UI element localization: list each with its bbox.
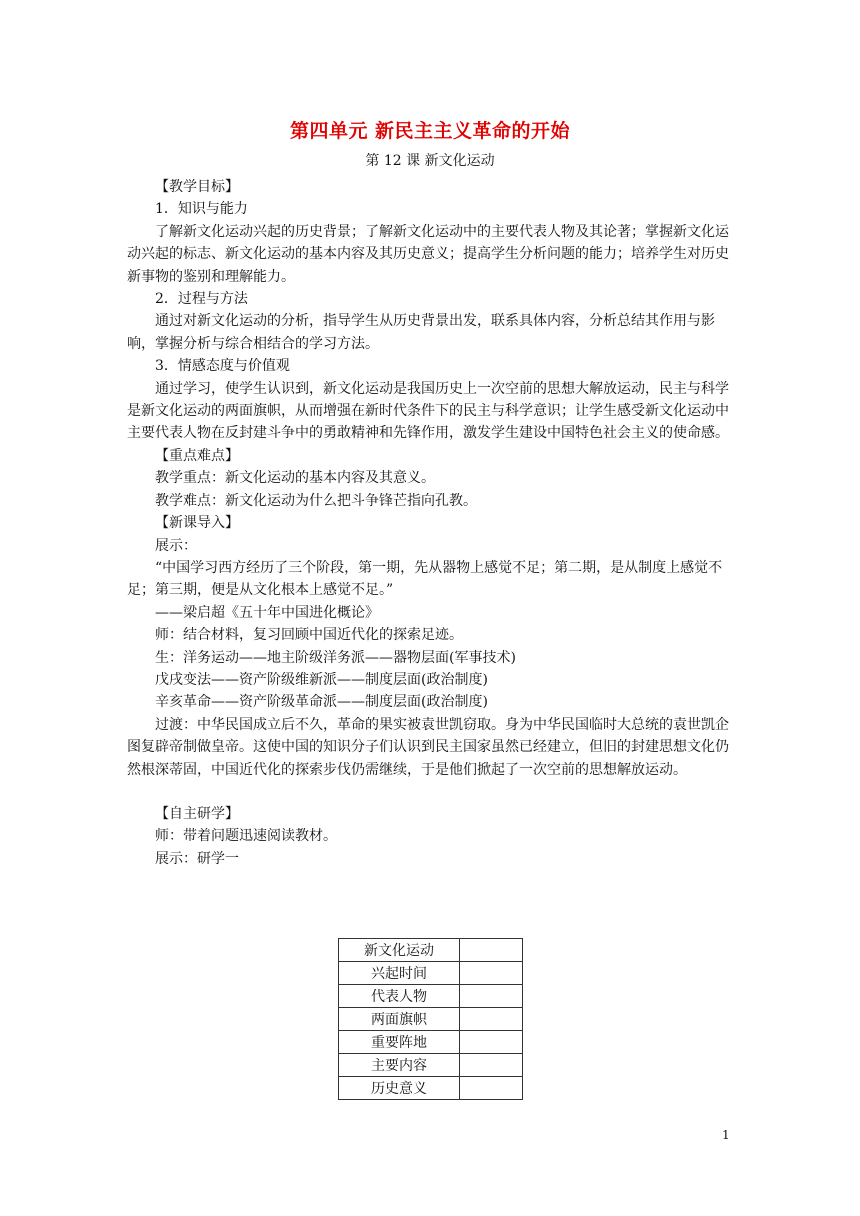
table-cell-blank	[460, 962, 523, 985]
section-heading: 【新课导入】	[155, 515, 239, 532]
table-cell-blank	[460, 1008, 523, 1031]
table-row	[339, 1054, 523, 1077]
table-cell-blank	[460, 1031, 523, 1054]
lesson-title: 第 12 课 新文化运动	[365, 153, 495, 169]
table-cell-label: 两面旗帜	[339, 1008, 460, 1031]
quote-source: ——梁启超《五十年中国进化概论》	[155, 604, 379, 621]
paragraph: 了解新文化运动兴起的历史背景；了解新文化运动中的主要代表人物及其论著；掌握新文化运动兴起的标志、新文化运动的基本内容及其历史意义；提高学生分析问题的能力；培养学生对历史新事物的鉴别和理解能力。	[127, 223, 729, 285]
table-row	[339, 939, 523, 962]
table-cell-blank	[460, 1077, 523, 1100]
subsection-heading: 1．知识与能力	[155, 201, 248, 218]
paragraph: 教学难点：新文化运动为什么把斗争锋芒指向孔教。	[155, 492, 477, 509]
paragraph: 师：结合材料，复习回顾中国近代化的探索足迹。	[155, 627, 463, 644]
section-heading: 【重点难点】	[155, 447, 239, 464]
table-cell-blank	[460, 939, 523, 962]
document-body	[127, 176, 733, 870]
table-cell-label: 历史意义	[339, 1077, 460, 1100]
paragraph: 通过对新文化运动的分析，指导学生从历史背景出发，联系具体内容，分析总结其作用与影响，掌握分析与综合相结合的学习方法。	[127, 313, 715, 352]
table-cell-blank	[460, 985, 523, 1008]
blank-line	[127, 781, 733, 803]
unit-title: 第四单元 新民主主义革命的开始	[289, 120, 571, 142]
table-row	[339, 1077, 523, 1100]
section-heading: 【教学目标】	[155, 179, 239, 195]
study-table	[338, 938, 523, 1100]
paragraph: 教学重点：新文化运动的基本内容及其意义。	[155, 470, 435, 487]
paragraph: 展示：研学一	[155, 850, 239, 867]
table-row	[339, 962, 523, 985]
paragraph: 辛亥革命——资产阶级革命派——制度层面(政治制度)	[155, 694, 488, 711]
paragraph: 通过学习，使学生认识到，新文化运动是我国历史上一次空前的思想大解放运动，民主与科学是新文化运动的两面旗帜，从而增强在新时代条件下的民主与科学意识；让学生感受新文化运动中主要代表人物在反封建斗争中的勇敢精神和先锋作用，激发学生建设中国特色社会主义的使命感。	[127, 380, 729, 442]
section-heading: 【自主研学】	[155, 805, 239, 822]
table-cell-label: 重要阵地	[339, 1031, 460, 1054]
paragraph: 展示：	[155, 537, 197, 554]
table-cell-blank	[460, 1054, 523, 1077]
table-cell-label: 代表人物	[339, 985, 460, 1008]
subsection-heading: 3．情感态度与价值观	[155, 358, 290, 375]
table-row	[339, 1008, 523, 1031]
table-cell-label: 主要内容	[339, 1054, 460, 1077]
paragraph: 师：带着问题迅速阅读教材。	[155, 828, 337, 845]
subsection-heading: 2．过程与方法	[155, 291, 248, 308]
table-cell-label: 新文化运动	[339, 939, 460, 962]
table-cell-label: 兴起时间	[339, 962, 460, 985]
page-number: 1	[722, 1128, 730, 1142]
table-row	[339, 985, 523, 1008]
table-row	[339, 1031, 523, 1054]
paragraph: 过渡：中华民国成立后不久，革命的果实被袁世凯窃取。身为中华民国临时大总统的袁世凯企图复辟帝制做皇帝。这使中国的知识分子们认识到民主国家虽然已经建立，但旧的封建思想文化仍然根深蒂固，中国近代化的探索步伐仍需继续，于是他们掀起了一次空前的思想解放运动。	[127, 716, 729, 778]
quote: “中国学习西方经历了三个阶段，第一期，先从器物上感觉不足；第二期，是从制度上感觉不足；第三期，便是从文化根本上感觉不足。”	[127, 559, 723, 599]
paragraph: 戊戌变法——资产阶级维新派——制度层面(政治制度)	[155, 671, 488, 688]
paragraph: 生：洋务运动——地主阶级洋务派——器物层面(军事技术)	[155, 649, 516, 666]
